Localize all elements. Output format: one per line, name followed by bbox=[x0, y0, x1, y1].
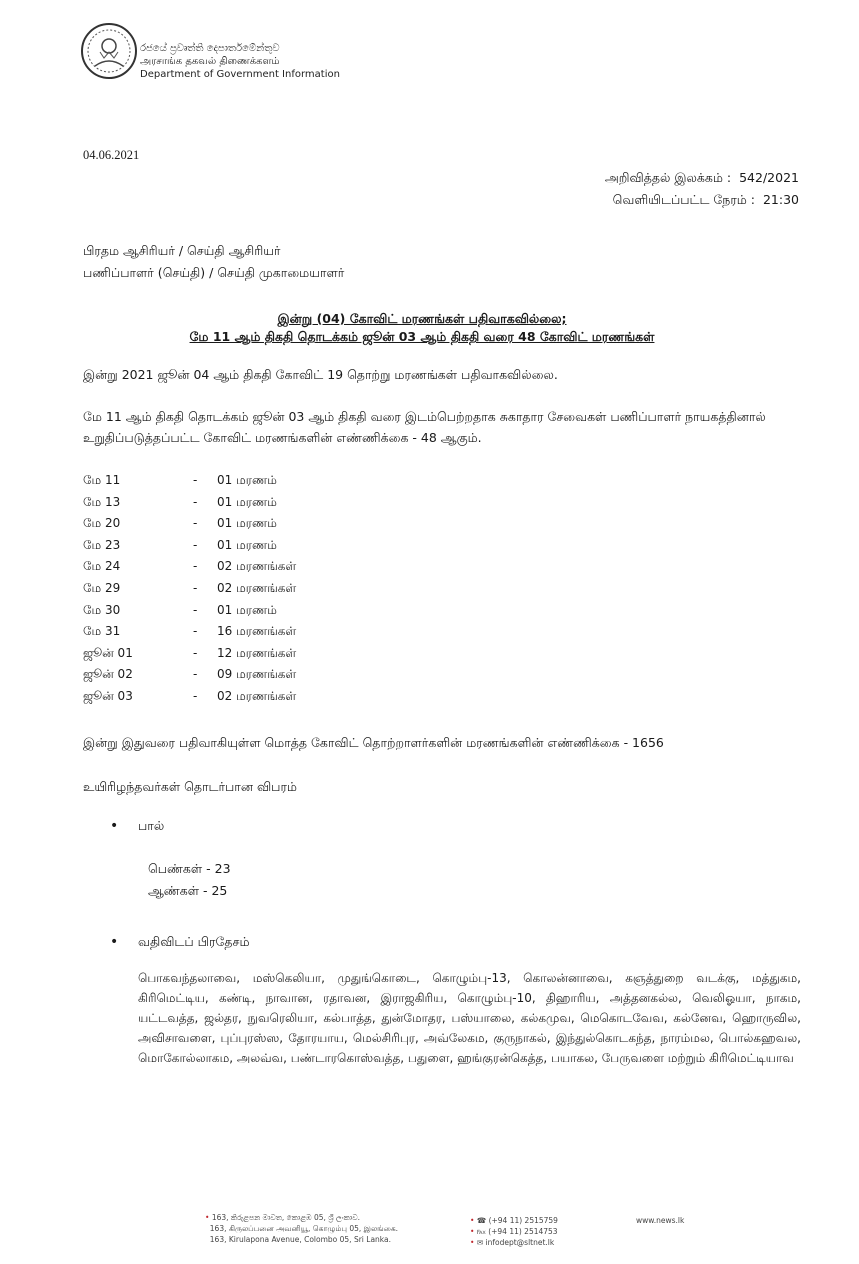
footer-fax: (+94 11) 2514753 bbox=[488, 1227, 558, 1236]
fax-icon: ℻ bbox=[476, 1227, 486, 1236]
dash: - bbox=[193, 624, 198, 639]
dash: - bbox=[193, 602, 198, 617]
region-list: பொகவந்தலாவை, மஸ்கெலியா, முதுங்கொடை, கொழும்பு-13, கொலன்னாவை, கஞத்துறை வடக்கு, மத்துகம, கிரிமெட்டிய, கண்டி, நாவான, ரதாவன, இராஜகிரிய, கொழும்பு-10, திஹாரிய, அத்தனகல்ல, வெலிஓயா, நாகம, யட்டவத்த, ஜல்தர, நுவரெலியா, கல்பாத்த, துன்மோதர, பஸ்யாலை, கல்கமுவ, மெகொடவேவ, கல்னேவ, ஹொருவில, அவிசாவளை, புப்புரஸ்ஸ, தோரயாய, மெல்சிரிபுர, அவ்லேகம, குருநாகல், இந்துல்கொடகந்த, நாரம்மல, பொல்கஹவல, மொகோல்லாகம, அலவ்வ, பண்டாரகொஸ்வத்த, பதுளை, ஹங்குரன்கெத்த, பயாகல, பேருவளை மற்றும் கிரிமெட்டியாவ bbox=[138, 971, 801, 1065]
gender-section bbox=[110, 818, 164, 835]
footer-website[interactable]: www.news.lk bbox=[636, 1216, 685, 1225]
footer-tel: (+94 11) 2515759 bbox=[488, 1216, 558, 1225]
release-title bbox=[80, 310, 764, 346]
death-date: மே 24 bbox=[83, 559, 121, 574]
region-heading: வதிவிடப் பிரதேசம் bbox=[138, 934, 250, 949]
death-count: 09 மரணங்கள் bbox=[217, 667, 297, 682]
total-deaths-line: இன்று இதுவரை பதிவாகியுள்ள மொத்த கோவிட் தொற்றாளர்களின் மரணங்களின் எண்ணிக்கை - 1656 bbox=[83, 735, 664, 750]
list-item bbox=[83, 664, 296, 686]
death-date: மே 13 bbox=[83, 494, 121, 509]
dept-name-tamil: அரசாங்க தகவல் திணைக்களம் bbox=[140, 56, 280, 67]
death-count: 01 மரணம் bbox=[217, 602, 277, 617]
addressee-line-2: பணிப்பாளர் (செய்தி) / செய்தி முகாமையாளர் bbox=[83, 265, 345, 280]
bullet-dot: • bbox=[110, 934, 119, 950]
dash: - bbox=[193, 559, 198, 574]
death-count: 12 மரணங்கள் bbox=[217, 645, 297, 660]
death-count: 01 மரணம் bbox=[217, 516, 277, 531]
death-date: ஜூன் 01 bbox=[83, 645, 133, 660]
title-line-2: மே 11 ஆம் திகதி தொடக்கம் ஜூன் 03 ஆம் திகதி வரை 48 கோவிட் மரணங்கள் bbox=[189, 329, 655, 344]
release-time-value: 21:30 bbox=[762, 192, 799, 207]
list-item bbox=[83, 686, 296, 708]
female-count: பெண்கள் - 23 bbox=[148, 861, 231, 876]
bullet-dot: • bbox=[110, 818, 119, 834]
gender-heading: பால் bbox=[138, 818, 165, 833]
death-count: 01 மரணம் bbox=[217, 537, 277, 552]
death-date: மே 29 bbox=[83, 580, 121, 595]
death-date: ஜூன் 02 bbox=[83, 667, 133, 682]
dept-name-english: Department of Government Information bbox=[140, 69, 340, 80]
death-count: 16 மரணங்கள் bbox=[217, 624, 297, 639]
addressees bbox=[83, 240, 344, 284]
death-count: 02 மரணங்கள் bbox=[217, 559, 297, 574]
phone-icon: ☎ bbox=[476, 1216, 487, 1225]
dash: - bbox=[193, 516, 198, 531]
paragraph-today: இன்று 2021 ஜூன் 04 ஆம் திகதி கோவிட் 19 தொற்று மரணங்கள் பதிவாகவில்லை. bbox=[83, 367, 558, 382]
list-item bbox=[83, 600, 296, 622]
list-item bbox=[83, 470, 296, 492]
title-line-1: இன்று (04) கோவிட் மரணங்கள் பதிவாகவில்லை; bbox=[277, 311, 567, 326]
paragraph-summary: மே 11 ஆம் திகதி தொடக்கம் ஜூன் 03 ஆம் திகதி வரை இடம்பெற்றதாக சுகாதார சேவைகள் பணிப்பாளர் நாயகத்தினால் உறுதிப்படுத்தப்பட்ட கோவிட் மரணங்களின் எண்ணிக்கை - 48 ஆகும். bbox=[83, 409, 766, 445]
death-count: 02 மரணங்கள் bbox=[217, 580, 297, 595]
release-number-label: அறிவித்தல் இலக்கம் : bbox=[604, 170, 732, 185]
release-date: 04.06.2021 bbox=[83, 148, 140, 162]
list-item bbox=[83, 578, 296, 600]
death-date: மே 20 bbox=[83, 516, 121, 531]
list-item bbox=[83, 492, 296, 514]
footer-email[interactable]: infodept@sltnet.lk bbox=[485, 1238, 555, 1247]
release-time-label: வெளியிடப்பட்ட நேரம் : bbox=[612, 192, 756, 207]
male-count: ஆண்கள் - 25 bbox=[148, 883, 228, 898]
address-tamil: 163, கிருலப்பனை அவனியூ, கொழும்பு 05, இலங்கை. bbox=[209, 1224, 399, 1233]
dash: - bbox=[193, 537, 198, 552]
deaths-by-date-list bbox=[83, 470, 296, 708]
death-date: மே 30 bbox=[83, 602, 121, 617]
list-item bbox=[83, 643, 296, 665]
address-english: 163, Kirulapona Avenue, Colombo 05, Sri Lanka. bbox=[209, 1235, 391, 1244]
dash: - bbox=[193, 494, 198, 509]
dept-name-sinhala: රජයේ ප්‍රවෘත්ති දෙපාර්තමේන්තුව bbox=[140, 43, 280, 54]
details-heading: உயிரிழந்தவர்கள் தொடர்பான விபரம் bbox=[83, 779, 297, 794]
dash: - bbox=[193, 580, 198, 595]
dash: - bbox=[193, 667, 198, 682]
region-section bbox=[110, 934, 250, 951]
addressee-line-1: பிரதம ஆசிரியர் / செய்தி ஆசிரியர் bbox=[83, 243, 281, 258]
email-icon: ✉ bbox=[476, 1238, 484, 1247]
death-date: ஜூன் 03 bbox=[83, 688, 133, 703]
death-date: மே 11 bbox=[83, 473, 121, 487]
footer-address: • 163, කිරුළපන මාවත, කොළඹ 05, ශ්‍රී ලංකාව. 163, கிருலப்பனை அவனியூ, கொழும்பு 05, இலங்கை. 163, Kirulapona Avenue, Colombo 05, Sri Lanka. bbox=[205, 1213, 399, 1244]
list-item bbox=[83, 535, 296, 557]
dash: - bbox=[193, 473, 198, 487]
dash: - bbox=[193, 645, 198, 660]
release-reference bbox=[605, 167, 799, 211]
address-sinhala: 163, කිරුළපන මාවත, කොළඹ 05, ශ්‍රී ලංකාව. bbox=[211, 1213, 361, 1222]
government-emblem-logo bbox=[80, 22, 138, 80]
dash: - bbox=[193, 688, 198, 703]
death-date: மே 31 bbox=[83, 624, 121, 639]
death-count: 01 மரணம் bbox=[217, 473, 277, 487]
list-item bbox=[83, 621, 296, 643]
list-item bbox=[83, 556, 296, 578]
death-count: 02 மரணங்கள் bbox=[217, 688, 297, 703]
gender-breakdown bbox=[148, 858, 799, 902]
footer-contacts: • ☎ (+94 11) 2515759 • ℻ (+94 11) 2514753 • ✉ infodept@sltnet.lk bbox=[470, 1216, 558, 1247]
release-number-value: 542/2021 bbox=[739, 170, 799, 185]
death-date: மே 23 bbox=[83, 537, 121, 552]
department-name-block bbox=[140, 42, 340, 81]
death-count: 01 மரணம் bbox=[217, 494, 277, 509]
list-item bbox=[83, 513, 296, 535]
